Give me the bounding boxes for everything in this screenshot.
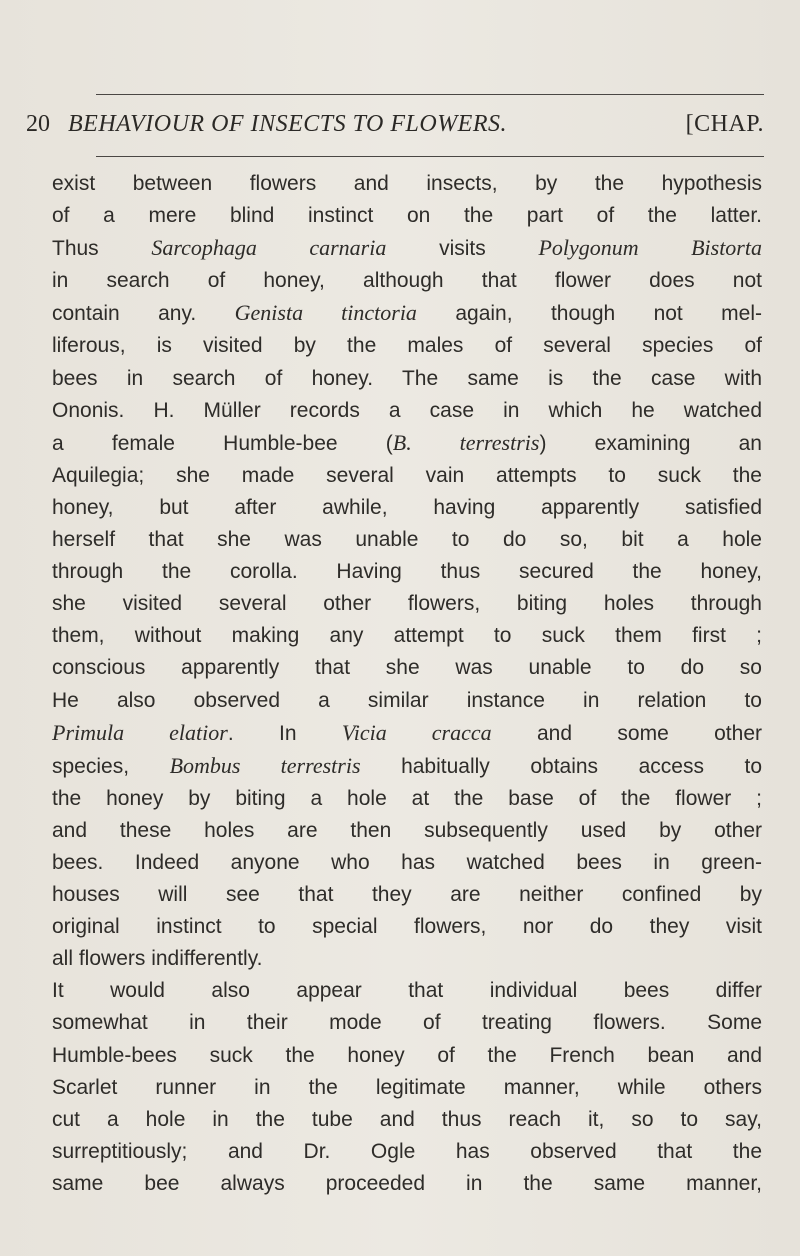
text-line — [52, 943, 762, 975]
text-line — [52, 1040, 762, 1072]
text-run: species, — [52, 754, 170, 778]
text-run: . In — [227, 721, 342, 745]
text-line — [52, 879, 762, 911]
text-run: ) examining an — [539, 431, 762, 455]
text-run: in search of honey, although that flower does not — [52, 269, 762, 293]
text-run: of a mere blind instinct on the part of the latter. — [52, 204, 762, 228]
header-rule-bottom — [96, 156, 764, 157]
text-line — [52, 685, 762, 717]
text-run: Humble-bees suck the honey of the French bean and — [52, 1043, 762, 1067]
text-run: all flowers indifferently. — [52, 947, 263, 971]
text-run: Scarlet runner in the legitimate manner, while others — [52, 1075, 762, 1099]
italic-run: Genista tinctoria — [234, 300, 417, 326]
text-run: through the corolla. Having thus secured the honey, — [52, 560, 762, 584]
text-line — [52, 395, 762, 427]
text-run: visits — [386, 237, 539, 261]
text-run: them, without making any attempt to suck them first ; — [52, 624, 762, 648]
text-line — [52, 783, 762, 815]
text-run: Thus — [52, 237, 152, 261]
text-line — [52, 1104, 762, 1136]
text-run: surreptitiously; and Dr. Ogle has observed that the — [52, 1139, 762, 1163]
text-line — [52, 168, 762, 200]
text-line — [52, 1168, 762, 1200]
text-run: Aquilegia; she made several vain attempts to suck the — [52, 463, 762, 487]
text-run: again, though not mel- — [416, 302, 762, 326]
text-line — [52, 975, 762, 1007]
text-line — [52, 620, 762, 652]
text-line — [52, 232, 762, 265]
text-run: contain any. — [52, 302, 235, 326]
text-run: and some other — [491, 721, 762, 745]
text-line — [52, 460, 762, 492]
italic-run: Primula elatior — [52, 719, 228, 745]
text-line — [52, 717, 762, 750]
running-title: BEHAVIOUR OF INSECTS TO FLOWERS. — [68, 111, 507, 137]
text-run: a female Humble-bee ( — [52, 431, 393, 455]
italic-run: Bombus terrestris — [169, 752, 361, 778]
text-run: she visited several other flowers, biting holes through — [52, 592, 762, 616]
text-run: conscious apparently that she was unable to do so — [52, 656, 762, 680]
text-line — [52, 297, 762, 330]
text-run: exist between flowers and insects, by the hypothesis — [52, 172, 762, 195]
text-line — [52, 492, 762, 524]
italic-run: Vicia cracca — [341, 719, 492, 745]
text-run: and these holes are then subsequently used by other — [52, 818, 762, 842]
text-run: habitually obtains access to — [360, 754, 762, 778]
text-run: original instinct to special flowers, nor do they visit — [52, 915, 762, 939]
italic-run: Sarcophaga carnaria — [151, 235, 387, 261]
text-line — [52, 556, 762, 588]
text-run: It would also appear that individual bees differ — [52, 979, 762, 1003]
text-run: cut a hole in the tube and thus reach it, so to say, — [52, 1107, 762, 1131]
text-line — [52, 330, 762, 362]
italic-run: Polygonum Bistorta — [538, 235, 762, 261]
text-run: He also observed a similar instance in relation to — [52, 688, 762, 712]
chapter-marker: [CHAP. — [685, 111, 764, 137]
header-rule-top — [96, 94, 764, 95]
text-run: houses will see that they are neither confined by — [52, 883, 762, 907]
text-run: bees in search of honey. The same is the case with — [52, 366, 762, 390]
body-text — [52, 168, 762, 1200]
text-run: bees. Indeed anyone who has watched bees in green- — [52, 850, 762, 874]
text-line — [52, 363, 762, 395]
running-header — [26, 104, 776, 144]
text-run: liferous, is visited by the males of several species of — [52, 334, 762, 358]
text-line — [52, 911, 762, 943]
text-line — [52, 1136, 762, 1168]
text-line — [52, 427, 762, 460]
text-line — [52, 652, 762, 684]
text-run: honey, but after awhile, having apparently satisfied — [52, 495, 762, 519]
text-line — [52, 815, 762, 847]
text-line — [52, 847, 762, 879]
text-line — [52, 265, 762, 297]
text-line — [52, 200, 762, 232]
text-line — [52, 750, 762, 783]
text-run: the honey by biting a hole at the base of the flower ; — [52, 786, 762, 810]
text-run: same bee always proceeded in the same manner, — [52, 1171, 762, 1195]
text-run: herself that she was unable to do so, bit a hole — [52, 528, 762, 552]
text-run: Ononis. H. Müller records a case in which he watched — [52, 398, 762, 422]
page-number: 20 — [26, 111, 50, 137]
italic-run: B. terrestris — [392, 429, 540, 455]
text-run: somewhat in their mode of treating flowers. Some — [52, 1011, 762, 1035]
text-line — [52, 588, 762, 620]
text-line — [52, 1007, 762, 1039]
text-line — [52, 1072, 762, 1104]
text-line — [52, 524, 762, 556]
